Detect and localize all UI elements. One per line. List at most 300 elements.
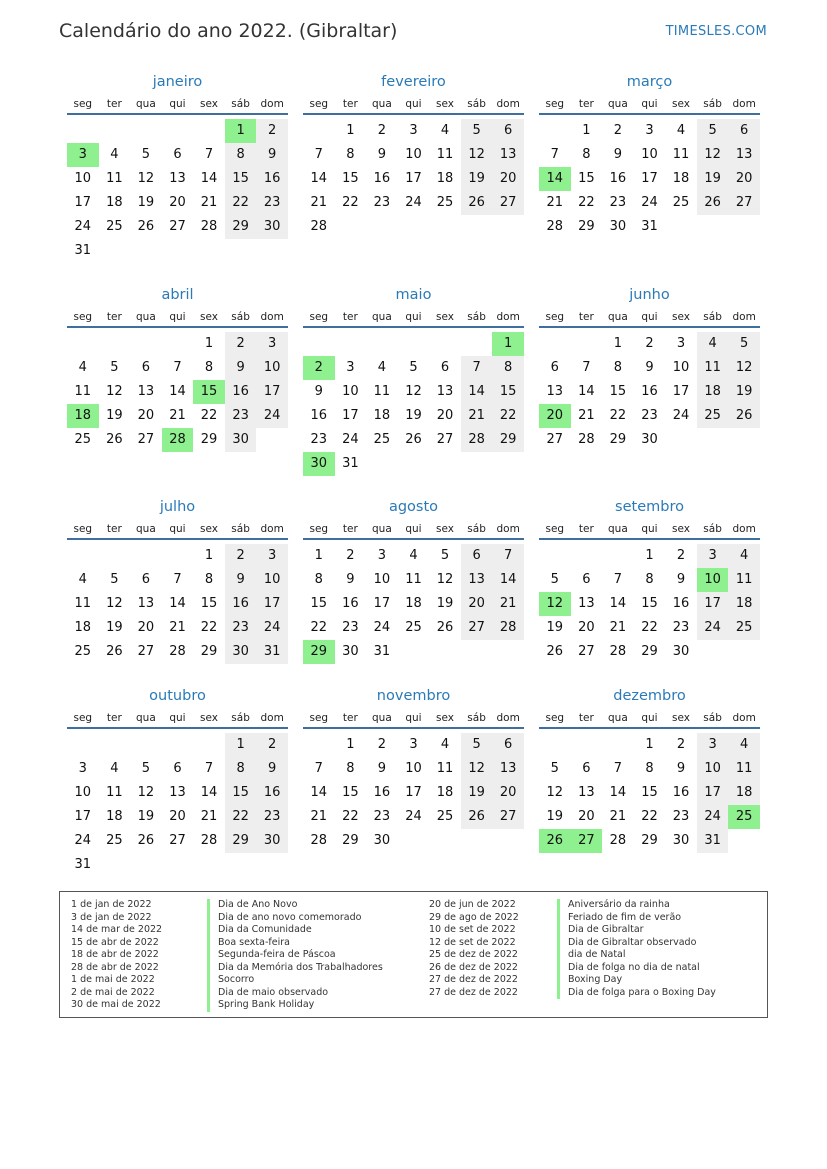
day-cell: 21	[310, 195, 328, 210]
day-cell: 27	[728, 191, 760, 215]
holiday-day-cell: 18	[67, 404, 99, 428]
weekday-label: sex	[436, 98, 455, 110]
day-cell: 5	[110, 360, 119, 375]
day-cell: 24	[373, 620, 391, 635]
weekday-label: qua	[608, 311, 628, 323]
day-cell: 28	[310, 833, 328, 848]
day-cell: 8	[613, 360, 623, 375]
day-cell: 25	[436, 195, 454, 210]
weekday-label: ter	[342, 311, 358, 323]
day-cell: 21	[200, 195, 218, 210]
month-name: outubro	[149, 688, 206, 704]
day-cell: 22	[200, 408, 218, 423]
legend-holiday-name: Aniversário da rainha	[557, 899, 716, 912]
month-abril	[67, 282, 288, 472]
day-cell: 5	[550, 761, 559, 776]
day-grid	[303, 540, 524, 684]
weekday-label: qui	[169, 523, 186, 535]
day-cell: 4	[440, 737, 450, 752]
day-cell: 23	[310, 432, 328, 447]
day-cell: 24	[697, 616, 729, 640]
day-cell: 30	[373, 833, 391, 848]
day-cell: 20	[728, 167, 760, 191]
day-cell: 17	[373, 596, 391, 611]
day-cell: 26	[461, 805, 493, 829]
day-grid	[539, 540, 760, 684]
day-cell: 30	[609, 219, 627, 234]
day-cell: 19	[546, 620, 564, 635]
day-cell: 5	[409, 360, 418, 375]
legend-holiday-name: dia de Natal	[557, 949, 716, 962]
day-cell: 7	[173, 572, 182, 587]
weekday-label: sáb	[703, 712, 722, 724]
day-cell: 9	[256, 757, 288, 781]
day-grid	[67, 540, 288, 684]
day-cell: 19	[106, 620, 123, 635]
day-cell: 3	[697, 733, 729, 757]
weekday-header	[539, 709, 760, 729]
day-cell: 22	[342, 809, 359, 824]
day-cell: 13	[436, 384, 454, 399]
weekday-label: seg	[309, 311, 329, 323]
weekday-label: ter	[106, 311, 122, 323]
day-grid	[539, 729, 760, 873]
day-cell: 6	[582, 572, 591, 587]
day-cell: 6	[141, 360, 151, 375]
day-cell: 30	[256, 829, 288, 853]
legend-date: 15 de abr de 2022	[71, 936, 159, 948]
day-cell: 16	[373, 785, 391, 800]
day-cell: 12	[106, 384, 123, 399]
legend-date: 2 de mai de 2022	[71, 986, 155, 998]
day-cell: 3	[409, 123, 418, 138]
day-cell: 14	[310, 785, 328, 800]
day-cell: 12	[405, 384, 422, 399]
holiday-day-cell: 25	[728, 805, 760, 829]
day-cell: 28	[169, 644, 186, 659]
day-cell: 17	[697, 781, 729, 805]
month-março	[539, 69, 760, 259]
day-cell: 2	[256, 733, 288, 757]
day-cell: 2	[225, 332, 257, 356]
day-grid	[303, 328, 524, 472]
weekday-label: sáb	[467, 523, 486, 535]
brand-logo-text[interactable]: TIMESLES.COM	[665, 24, 767, 39]
legend-names-col1	[207, 899, 383, 1012]
weekday-label: qua	[372, 311, 392, 323]
day-cell: 17	[256, 592, 288, 616]
day-cell: 1	[346, 123, 355, 138]
day-cell: 27	[461, 616, 493, 640]
day-cell: 9	[346, 572, 355, 587]
day-cell: 15	[225, 167, 257, 191]
weekday-label: sáb	[467, 311, 486, 323]
day-cell: 23	[256, 805, 288, 829]
day-cell: 19	[461, 781, 493, 805]
day-cell: 31	[697, 829, 729, 853]
day-cell: 1	[204, 548, 214, 563]
day-cell: 14	[609, 596, 627, 611]
day-cell: 8	[225, 143, 257, 167]
day-cell: 12	[546, 785, 564, 800]
legend-holiday-name: Dia de Ano Novo	[207, 899, 383, 912]
day-grid	[67, 328, 288, 472]
month-name: dezembro	[613, 688, 686, 704]
day-cell: 27	[546, 432, 564, 447]
day-cell: 4	[78, 572, 87, 587]
weekday-label: sex	[672, 311, 691, 323]
day-cell: 22	[492, 404, 524, 428]
holiday-day-cell: 29	[303, 640, 335, 664]
day-cell: 15	[641, 596, 658, 611]
day-cell: 11	[405, 572, 422, 587]
month-name: junho	[629, 287, 670, 303]
legend-date: 29 de ago de 2022	[429, 911, 519, 923]
day-cell: 21	[492, 592, 524, 616]
day-cell: 19	[728, 380, 760, 404]
weekday-label: seg	[309, 523, 329, 535]
day-cell: 27	[492, 805, 524, 829]
day-cell: 21	[578, 408, 595, 423]
holiday-day-cell: 3	[67, 143, 99, 167]
day-cell: 22	[641, 809, 658, 824]
month-junho	[539, 282, 760, 472]
weekday-label: ter	[342, 98, 358, 110]
day-cell: 13	[578, 596, 595, 611]
day-cell: 4	[440, 123, 450, 138]
day-cell: 13	[578, 785, 595, 800]
weekday-label: qua	[372, 712, 392, 724]
day-cell: 22	[609, 408, 627, 423]
weekday-label: qua	[136, 98, 156, 110]
day-cell: 5	[461, 119, 493, 143]
day-cell: 22	[225, 191, 257, 215]
day-cell: 1	[314, 548, 323, 563]
day-cell: 16	[672, 596, 690, 611]
weekday-label: ter	[342, 712, 358, 724]
day-cell: 19	[106, 408, 123, 423]
day-cell: 24	[256, 616, 288, 640]
day-cell: 9	[256, 143, 288, 167]
day-cell: 26	[461, 191, 493, 215]
day-cell: 31	[256, 640, 288, 664]
day-cell: 20	[492, 167, 524, 191]
weekday-label: qua	[136, 523, 156, 535]
day-cell: 16	[342, 596, 359, 611]
day-cell: 6	[550, 360, 559, 375]
legend-date: 26 de dez de 2022	[429, 961, 518, 973]
holiday-legend	[59, 891, 768, 1018]
day-cell: 29	[225, 215, 257, 239]
day-cell: 8	[492, 356, 524, 380]
day-cell: 16	[641, 384, 658, 399]
holiday-day-cell: 30	[303, 452, 335, 476]
day-cell: 8	[346, 147, 355, 162]
day-cell: 29	[200, 644, 218, 659]
day-cell: 7	[204, 761, 214, 776]
day-cell: 12	[728, 356, 760, 380]
day-cell: 6	[492, 119, 524, 143]
day-cell: 28	[461, 428, 493, 452]
day-cell: 15	[578, 171, 595, 186]
day-cell: 7	[314, 147, 323, 162]
day-cell: 11	[436, 761, 454, 776]
weekday-label: ter	[106, 712, 122, 724]
day-cell: 6	[173, 147, 182, 162]
day-cell: 14	[200, 785, 218, 800]
day-cell: 24	[74, 833, 92, 848]
day-cell: 5	[141, 761, 151, 776]
day-cell: 14	[609, 785, 627, 800]
weekday-label: sáb	[231, 98, 250, 110]
weekday-label: dom	[496, 98, 520, 110]
day-cell: 16	[672, 785, 690, 800]
weekday-label: qui	[641, 311, 658, 323]
day-cell: 18	[106, 195, 123, 210]
day-cell: 3	[346, 360, 355, 375]
day-cell: 23	[672, 620, 690, 635]
day-cell: 27	[137, 644, 155, 659]
day-cell: 19	[436, 596, 454, 611]
day-cell: 22	[225, 805, 257, 829]
day-cell: 2	[377, 123, 387, 138]
day-cell: 18	[672, 171, 690, 186]
weekday-label: sáb	[467, 712, 486, 724]
weekday-label: ter	[578, 98, 594, 110]
day-cell: 2	[676, 548, 686, 563]
weekday-header	[67, 308, 288, 328]
day-cell: 26	[106, 644, 123, 659]
day-cell: 22	[578, 195, 595, 210]
day-cell: 23	[641, 408, 658, 423]
holiday-day-cell: 2	[303, 356, 335, 380]
weekday-label: qua	[608, 712, 628, 724]
day-cell: 6	[440, 360, 450, 375]
weekday-label: qui	[169, 311, 186, 323]
month-name: julho	[159, 499, 196, 515]
weekday-header	[67, 95, 288, 115]
holiday-day-cell: 1	[492, 332, 524, 356]
day-cell: 17	[256, 380, 288, 404]
weekday-label: ter	[342, 523, 358, 535]
day-cell: 8	[314, 572, 323, 587]
day-cell: 20	[169, 195, 186, 210]
day-cell: 19	[461, 167, 493, 191]
day-cell: 12	[697, 143, 729, 167]
day-cell: 4	[728, 544, 760, 568]
day-cell: 30	[672, 833, 690, 848]
month-name: fevereiro	[381, 74, 446, 90]
day-cell: 13	[137, 384, 155, 399]
month-julho	[67, 494, 288, 684]
day-cell: 16	[310, 408, 328, 423]
weekday-label: sex	[200, 311, 219, 323]
day-cell: 14	[492, 568, 524, 592]
day-cell: 15	[342, 171, 359, 186]
day-cell: 1	[582, 123, 591, 138]
day-cell: 18	[74, 620, 92, 635]
holiday-day-cell: 10	[697, 568, 729, 592]
day-cell: 16	[225, 380, 257, 404]
day-cell: 27	[436, 432, 454, 447]
day-cell: 17	[672, 384, 690, 399]
weekday-label: dom	[732, 311, 756, 323]
day-cell: 3	[256, 332, 288, 356]
day-cell: 13	[169, 785, 186, 800]
day-cell: 19	[405, 408, 422, 423]
legend-date: 1 de mai de 2022	[71, 974, 155, 985]
day-cell: 10	[641, 147, 658, 162]
day-cell: 7	[314, 761, 323, 776]
day-cell: 29	[342, 833, 359, 848]
day-cell: 29	[492, 428, 524, 452]
day-cell: 22	[342, 195, 359, 210]
day-cell: 3	[409, 737, 418, 752]
day-cell: 21	[310, 809, 328, 824]
month-setembro	[539, 494, 760, 684]
day-cell: 29	[578, 219, 595, 234]
legend-date: 20 de jun de 2022	[429, 899, 516, 910]
day-cell: 20	[461, 592, 493, 616]
day-cell: 9	[613, 147, 623, 162]
weekday-label: dom	[260, 98, 284, 110]
day-cell: 27	[492, 191, 524, 215]
legend-holiday-name: Segunda-feira de Páscoa	[207, 949, 383, 962]
day-cell: 6	[492, 733, 524, 757]
weekday-header	[67, 520, 288, 540]
legend-dates-col1	[71, 899, 162, 1012]
day-cell: 28	[609, 644, 627, 659]
legend-date: 27 de dez de 2022	[429, 974, 518, 985]
weekday-header	[303, 520, 524, 540]
day-cell: 18	[697, 380, 729, 404]
day-cell: 22	[641, 620, 658, 635]
day-cell: 4	[676, 123, 686, 138]
holiday-day-cell: 27	[571, 829, 603, 853]
day-cell: 17	[74, 809, 92, 824]
day-cell: 20	[169, 809, 186, 824]
day-cell: 2	[346, 548, 355, 563]
weekday-header	[303, 95, 524, 115]
day-cell: 2	[676, 737, 686, 752]
weekday-header	[303, 308, 524, 328]
day-cell: 14	[169, 596, 186, 611]
legend-date: 14 de mar de 2022	[71, 924, 163, 935]
month-name: janeiro	[152, 74, 203, 90]
day-cell: 23	[256, 191, 288, 215]
weekday-label: sáb	[231, 523, 250, 535]
day-cell: 9	[314, 384, 323, 399]
day-cell: 27	[169, 219, 186, 234]
day-cell: 16	[256, 167, 288, 191]
day-cell: 16	[373, 171, 391, 186]
day-cell: 10	[256, 356, 288, 380]
legend-holiday-name: Dia de folga no dia de natal	[557, 962, 716, 975]
weekday-label: ter	[106, 523, 122, 535]
day-cell: 25	[74, 644, 92, 659]
day-cell: 5	[550, 572, 559, 587]
day-cell: 26	[697, 191, 729, 215]
day-cell: 9	[676, 572, 686, 587]
day-cell: 30	[256, 215, 288, 239]
day-cell: 5	[141, 147, 151, 162]
weekday-label: dom	[496, 712, 520, 724]
day-cell: 13	[492, 143, 524, 167]
day-cell: 19	[546, 809, 564, 824]
weekday-label: dom	[732, 98, 756, 110]
day-cell: 23	[225, 404, 257, 428]
day-cell: 9	[377, 147, 387, 162]
day-cell: 3	[645, 123, 654, 138]
weekday-label: qua	[372, 523, 392, 535]
legend-date: 3 de jan de 2022	[71, 911, 152, 923]
legend-date: 25 de dez de 2022	[429, 949, 518, 960]
month-name: abril	[161, 287, 194, 303]
day-cell: 9	[225, 568, 257, 592]
day-cell: 28	[578, 432, 595, 447]
legend-holiday-name: Spring Bank Holiday	[207, 999, 383, 1012]
day-cell: 22	[310, 620, 328, 635]
day-cell: 14	[310, 171, 328, 186]
day-cell: 11	[728, 568, 760, 592]
legend-date: 30 de mai de 2022	[71, 999, 161, 1010]
day-cell: 5	[697, 119, 729, 143]
weekday-label: sex	[672, 523, 691, 535]
day-cell: 10	[373, 572, 391, 587]
weekday-label: ter	[106, 98, 122, 110]
weekday-label: qua	[608, 98, 628, 110]
weekday-header	[303, 709, 524, 729]
weekday-label: qui	[169, 712, 186, 724]
weekday-label: sex	[436, 311, 455, 323]
day-cell: 23	[225, 616, 257, 640]
day-cell: 6	[582, 761, 591, 776]
day-cell: 24	[342, 432, 359, 447]
day-cell: 29	[641, 833, 658, 848]
legend-holiday-name: Dia de maio observado	[207, 987, 383, 1000]
day-cell: 12	[461, 757, 493, 781]
weekday-label: sáb	[703, 523, 722, 535]
day-cell: 21	[546, 195, 564, 210]
day-cell: 26	[106, 432, 123, 447]
day-cell: 26	[436, 620, 454, 635]
day-grid	[539, 115, 760, 259]
day-cell: 13	[461, 568, 493, 592]
weekday-label: sex	[672, 712, 691, 724]
weekday-label: seg	[309, 712, 329, 724]
day-cell: 28	[200, 219, 218, 234]
day-cell: 5	[110, 572, 119, 587]
weekday-label: seg	[545, 712, 565, 724]
day-cell: 1	[613, 336, 623, 351]
day-cell: 17	[342, 408, 359, 423]
holiday-day-cell: 12	[539, 592, 571, 616]
day-cell: 28	[200, 833, 218, 848]
day-cell: 13	[728, 143, 760, 167]
weekday-label: sáb	[703, 98, 722, 110]
day-cell: 28	[310, 219, 328, 234]
day-cell: 24	[641, 195, 658, 210]
day-cell: 19	[697, 167, 729, 191]
day-cell: 6	[461, 544, 493, 568]
day-cell: 17	[405, 171, 422, 186]
legend-date: 28 de abr de 2022	[71, 961, 159, 973]
day-cell: 7	[582, 360, 591, 375]
day-cell: 7	[613, 761, 623, 776]
day-cell: 1	[204, 336, 214, 351]
day-cell: 10	[672, 360, 690, 375]
day-cell: 11	[697, 356, 729, 380]
